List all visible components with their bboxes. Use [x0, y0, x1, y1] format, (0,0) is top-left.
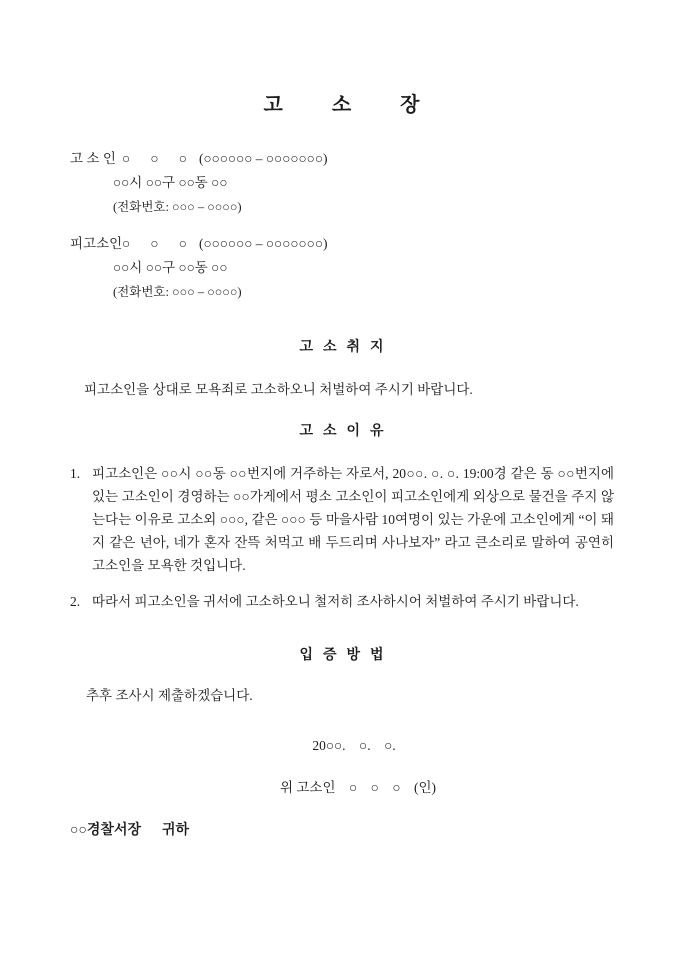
date-line: 20○○. ○. ○.: [312, 738, 396, 753]
party-phone: (전화번호: ○○○ – ○○○○): [113, 285, 242, 299]
reason-item-number: 1.: [70, 466, 81, 481]
party-role-label: 고 소 인: [70, 151, 116, 166]
party-complainant: [70, 147, 614, 219]
party-name-line: [113, 232, 614, 256]
reason-item: [70, 462, 614, 577]
party-info: [113, 232, 614, 304]
signer-line: 위 고소인 ○ ○ ○ (인): [279, 780, 437, 795]
party-role-label: 피고소인: [70, 236, 123, 251]
document-title: 고 소 장: [263, 94, 421, 116]
party-address: ○○시 ○○구 ○○동 ○○: [113, 260, 228, 275]
reason-item-text: 피고소인은 ○○시 ○○동 ○○번지에 거주하는 자로서, 20○○. ○. ○. 19:00경 같은 동 ○○번지에 있는 고소인이 경영하는 ○○가게에서 평소 고소인이 피고소인에게 외상으로 물건을 주지 않는다는 이유로 고소외 ○○○, 같은 ○○○ 등 마을사람 10여명이 있는 가운에 고소인에게 “이 돼지 같은 년아, 네가 혼자 잔뜩 처먹고 배 두드리며 사나보자” 라고 큰소리로 말하여 공연히 고소인을 모욕한 것입니다.: [92, 466, 614, 573]
section-heading-evidence: 입 증 방 법: [299, 648, 385, 663]
party-name-line: [113, 147, 614, 171]
evidence-body: 추후 조사시 제출하겠습니다.: [86, 688, 253, 703]
party-reg-no: (○○○○○○ – ○○○○○○○): [198, 236, 328, 251]
reason-item-number: 2.: [70, 594, 81, 609]
recipient-line: ○○경찰서장 귀하: [70, 823, 190, 838]
reason-item-text: 따라서 피고소인을 귀서에 고소하오니 철저히 조사하시어 처벌하여 주시기 바랍니다.: [92, 594, 579, 609]
section-heading-reason: 고 소 이 유: [299, 424, 385, 439]
party-phone: (전화번호: ○○○ – ○○○○): [113, 200, 242, 214]
party-accused: [70, 232, 614, 304]
party-address: ○○시 ○○구 ○○동 ○○: [113, 175, 228, 190]
purpose-body: 피고소인을 상대로 모욕죄로 고소하오니 처벌하여 주시기 바랍니다.: [84, 382, 473, 397]
party-name: ○ ○ ○: [122, 236, 187, 251]
reason-item: [70, 590, 614, 613]
party-name: ○ ○ ○: [122, 151, 187, 166]
section-heading-purpose: 고 소 취 지: [299, 340, 385, 355]
party-info: [113, 147, 614, 219]
party-reg-no: (○○○○○○ – ○○○○○○○): [198, 151, 328, 166]
